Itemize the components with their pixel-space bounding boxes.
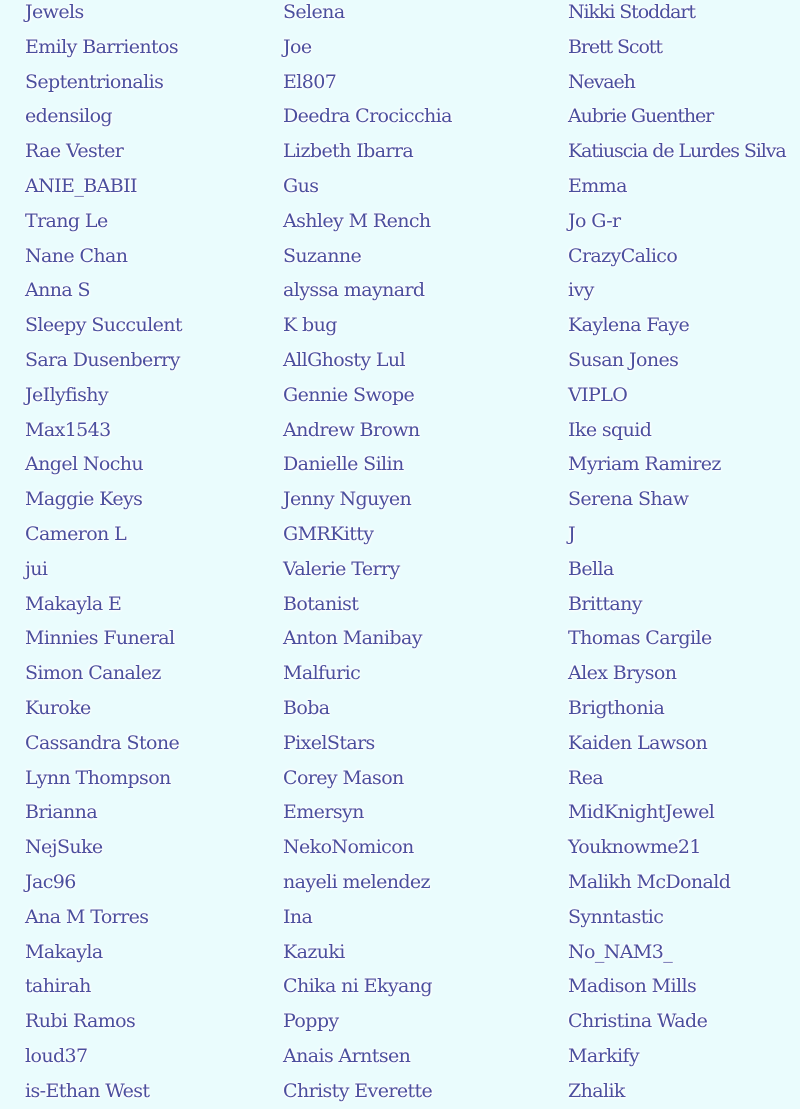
- credit-name: Myriam Ramirez: [568, 453, 721, 476]
- credit-name: Corey Mason: [283, 766, 404, 789]
- credit-name: CrazyCalico: [568, 244, 678, 267]
- credit-name: J: [568, 522, 576, 545]
- credit-name: Brett Scott: [568, 35, 662, 58]
- credit-name: Rea: [568, 766, 604, 789]
- credit-name: Emma: [568, 174, 627, 197]
- credit-name: Jac96: [25, 870, 76, 893]
- credit-name: VIPLO: [568, 383, 628, 406]
- credit-name: Septentrionalis: [25, 70, 164, 93]
- credit-name: Ana M Torres: [25, 905, 149, 928]
- credit-name: Boba: [283, 696, 330, 719]
- credit-name: Katiuscia de Lurdes Silva: [568, 140, 786, 163]
- credit-name: tahirah: [25, 975, 91, 998]
- credit-name: AllGhosty Lul: [283, 348, 406, 371]
- credit-name: Jenny Nguyen: [283, 488, 412, 511]
- credit-name: Jewels: [25, 1, 84, 23]
- credit-name: Rae Vester: [25, 140, 124, 163]
- credit-name: JeIlyfishy: [25, 383, 109, 406]
- credit-name: Thomas Cargile: [568, 627, 712, 650]
- credit-name: Makayla: [25, 940, 103, 963]
- credit-name: Sleepy Succulent: [25, 314, 182, 337]
- credit-name: Joe: [283, 35, 312, 58]
- credit-name: GMRKitty: [283, 522, 374, 545]
- credit-name: Anna S: [25, 279, 90, 302]
- credit-name: Synntastic: [568, 905, 664, 928]
- credit-name: PixelStars: [283, 731, 375, 754]
- credit-name: edensilog: [25, 105, 112, 128]
- credit-name: loud37: [25, 1044, 88, 1067]
- credit-name: Bella: [568, 557, 614, 580]
- credit-name: MidKnightJewel: [568, 801, 715, 824]
- credit-name: Lizbeth Ibarra: [283, 140, 414, 163]
- credit-name: Kazuki: [283, 940, 345, 963]
- credit-name: Nevaeh: [568, 70, 635, 93]
- credit-name: Gus: [283, 174, 319, 197]
- credit-name: No_NAM3_: [568, 940, 673, 963]
- credit-name: Christina Wade: [568, 1010, 708, 1033]
- credit-name: Andrew Brown: [283, 418, 420, 441]
- credit-name: Trang Le: [25, 209, 108, 232]
- credit-name: nayeli melendez: [283, 870, 430, 893]
- credit-name: Serena Shaw: [568, 488, 689, 511]
- credit-name: NejSuke: [25, 836, 103, 859]
- credit-name: ANIE_BABII: [25, 174, 137, 197]
- credit-name: Sara Dusenberry: [25, 348, 180, 371]
- credit-name: Gennie Swope: [283, 383, 415, 406]
- credit-name: Youknowme21: [568, 836, 701, 859]
- credit-name: Markify: [568, 1044, 640, 1067]
- name-column-2: [283, 0, 452, 1109]
- credit-name: Poppy: [283, 1010, 339, 1033]
- credit-name: NekoNomicon: [283, 836, 414, 859]
- credit-name: Danielle Silin: [283, 453, 404, 476]
- credit-name: Emersyn: [283, 801, 364, 824]
- credit-name: Selena: [283, 1, 345, 23]
- credit-name: El807: [283, 70, 337, 93]
- credit-name: Christy Everette: [283, 1079, 433, 1102]
- credit-name: is-Ethan West: [25, 1079, 150, 1102]
- credit-name: Rubi Ramos: [25, 1010, 136, 1033]
- credit-name: Kaiden Lawson: [568, 731, 708, 754]
- credit-name: Lynn Thompson: [25, 766, 171, 789]
- credit-name: Brianna: [25, 801, 98, 824]
- name-column-1: [25, 0, 182, 1109]
- credit-name: Chika ni Ekyang: [283, 975, 432, 998]
- credit-name: ivy: [568, 279, 594, 302]
- credit-name: Ashley M Rench: [283, 209, 431, 232]
- credit-name: Maggie Keys: [25, 488, 143, 511]
- credit-name: Ina: [283, 905, 313, 928]
- credit-name: Cameron L: [25, 522, 127, 545]
- credit-name: Makayla E: [25, 592, 122, 615]
- credit-name: Emily Barrientos: [25, 35, 179, 58]
- credit-name: Malikh McDonald: [568, 870, 731, 893]
- credit-name: jui: [25, 557, 48, 580]
- credit-name: Valerie Terry: [283, 557, 400, 580]
- credit-name: Kuroke: [25, 696, 91, 719]
- credit-name: Botanist: [283, 592, 359, 615]
- credit-name: Brittany: [568, 592, 642, 615]
- credit-name: Angel Nochu: [25, 453, 144, 476]
- credit-name: Nane Chan: [25, 244, 128, 267]
- credit-name: Alex Bryson: [568, 662, 677, 685]
- credit-name: Madison Mills: [568, 975, 697, 998]
- credit-name: Anais Arntsen: [283, 1044, 411, 1067]
- credit-name: Minnies Funeral: [25, 627, 175, 650]
- credit-name: Deedra Crocicchia: [283, 105, 452, 128]
- credit-name: Anton Manibay: [283, 627, 422, 650]
- name-column-3: [568, 0, 786, 1109]
- credit-name: Susan Jones: [568, 348, 679, 371]
- credit-name: Kaylena Faye: [568, 314, 690, 337]
- credit-name: Cassandra Stone: [25, 731, 180, 754]
- credit-name: Aubrie Guenther: [568, 105, 714, 128]
- credit-name: Max1543: [25, 418, 111, 441]
- credit-name: Suzanne: [283, 244, 362, 267]
- credit-name: Simon Canalez: [25, 662, 161, 685]
- credit-name: Nikki Stoddart: [568, 1, 695, 23]
- credit-name: Zhalik: [568, 1079, 625, 1102]
- credit-name: Brigthonia: [568, 696, 665, 719]
- credit-name: alyssa maynard: [283, 279, 425, 302]
- credit-name: Jo G-r: [568, 209, 621, 232]
- credit-name: Ike squid: [568, 418, 652, 441]
- credit-name: Malfuric: [283, 662, 361, 685]
- credit-name: K bug: [283, 314, 337, 337]
